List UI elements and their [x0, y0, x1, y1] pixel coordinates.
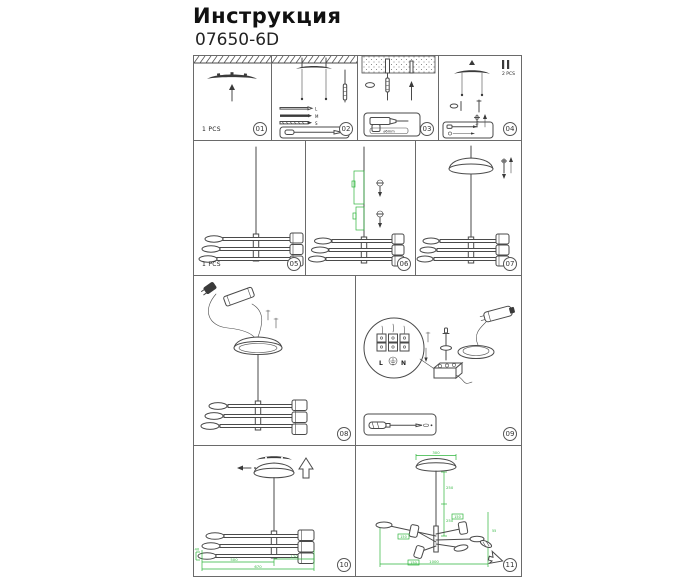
chandelier-arms-top-view — [376, 521, 484, 559]
step-panel-07 — [416, 141, 521, 276]
wall-plug — [366, 83, 375, 88]
up-arrow-icon — [409, 81, 414, 100]
canopy-ring — [458, 322, 494, 359]
dim-head-a: 150 — [400, 535, 407, 539]
led-driver-box — [223, 287, 255, 307]
power-plug — [200, 281, 217, 296]
page-title: Инструкция — [193, 4, 342, 28]
step-number-badge: 03 — [420, 122, 434, 136]
parts-box — [443, 122, 493, 138]
step-number-badge: 10 — [337, 558, 351, 572]
screw-legend — [280, 107, 319, 126]
hollow-up-arrow-icon — [299, 458, 313, 478]
ceiling-canopy — [254, 463, 294, 478]
step-07-drawing — [416, 141, 521, 275]
step-panel-05 — [194, 141, 306, 276]
chandelier-body — [309, 234, 405, 266]
dim-rod-lower: 250 — [446, 518, 454, 523]
step-number-badge: 11 — [503, 558, 517, 572]
screw-with-arrows — [502, 157, 514, 179]
quantity-label: 1 PCS — [202, 261, 221, 268]
wire — [252, 304, 262, 337]
bracket-with-screws — [454, 60, 490, 96]
up-arrow-icon — [229, 84, 235, 101]
step-number-badge: 01 — [253, 122, 267, 136]
anchor-screw — [343, 70, 346, 102]
dim-canopy: 300 — [432, 450, 440, 455]
step-05-drawing — [194, 141, 305, 275]
step-number-badge: 07 — [503, 257, 517, 271]
screw-and-arrow-upper — [377, 180, 384, 197]
ceiling-canopy — [234, 337, 282, 355]
highlight-callout-lower — [356, 207, 364, 230]
ceiling-canopy — [416, 459, 456, 472]
step-panel-01 — [194, 56, 272, 141]
step-09-drawing — [356, 276, 521, 445]
anchor-insert — [386, 73, 389, 100]
screw-label-s: S — [315, 120, 318, 126]
dim-total: 670 — [254, 563, 262, 569]
step-panel-09 — [356, 276, 521, 446]
dim-height: 40 — [194, 546, 200, 552]
drill-box — [364, 113, 420, 136]
screw-and-arrow — [475, 114, 488, 127]
dim-head-c: 150 — [410, 561, 417, 565]
screwdriver-box — [364, 414, 436, 435]
step-number-badge: 09 — [503, 427, 517, 441]
screws-x2-icon — [502, 60, 509, 69]
step-panel-08 — [194, 276, 356, 446]
step-number-badge: 06 — [397, 257, 411, 271]
dim-width: 1000 — [429, 558, 439, 564]
step-number-badge: 05 — [287, 257, 301, 271]
step-panel-03 — [358, 56, 439, 141]
dim-head-b: 150 — [454, 515, 461, 519]
step-08-drawing — [194, 276, 355, 445]
screw-above-block — [441, 328, 452, 360]
chandelier-body — [417, 234, 509, 266]
cursor-arrow-icon — [487, 550, 502, 563]
quantity-label: 1 PCS — [202, 126, 221, 133]
step-panel-11 — [356, 446, 521, 576]
terminal-block — [434, 363, 472, 383]
mounting-bracket — [207, 72, 257, 79]
led-driver-box — [479, 305, 515, 324]
dim-side: 55 — [492, 529, 497, 533]
mounting-bracket — [256, 456, 292, 460]
drill-size-label: ⌀6mm — [383, 129, 395, 134]
ceiling-canopy — [449, 158, 493, 174]
step-10-drawing — [194, 446, 355, 575]
dimension-rod — [441, 472, 454, 536]
terminal-n-label: N — [401, 360, 407, 367]
step-11-drawing — [356, 446, 521, 575]
bracket-on-ceiling — [296, 58, 332, 100]
dim-left: 500 — [230, 556, 238, 562]
step-panel-06 — [306, 141, 416, 276]
dim-rod-upper: 250 — [446, 485, 454, 490]
lamp-head-detail — [479, 539, 492, 549]
small-screw-and-arrow — [424, 332, 430, 362]
model-number: 07650-6D — [195, 30, 280, 50]
step-06-drawing — [306, 141, 415, 275]
step-panel-04 — [439, 56, 521, 141]
screw-and-arrow-lower — [377, 211, 384, 228]
step-panel-02 — [272, 56, 358, 141]
step-number-badge: 08 — [337, 427, 351, 441]
screw-label-l: L — [315, 106, 318, 112]
small-screws — [266, 310, 278, 328]
slide-arrow-icon — [237, 466, 256, 471]
ceiling-hatch — [194, 56, 271, 63]
step-number-badge: 02 — [339, 122, 353, 136]
instruction-sheet — [193, 55, 522, 577]
ceiling-hatch — [272, 56, 357, 63]
earth-symbol — [389, 357, 397, 365]
concrete-ceiling — [362, 56, 435, 73]
dim-right: 170 — [290, 553, 298, 559]
screw-label-m: M — [315, 113, 319, 119]
clip-and-pin — [450, 100, 481, 112]
step-panel-10 — [194, 446, 356, 576]
terminal-zoom-circle — [364, 318, 424, 378]
highlight-callout-upper — [354, 171, 364, 204]
terminal-l-label: L — [379, 360, 383, 367]
chandelier-body — [201, 400, 307, 435]
step-number-badge: 04 — [503, 122, 517, 136]
quantity-label: 2 PCS — [501, 72, 515, 77]
